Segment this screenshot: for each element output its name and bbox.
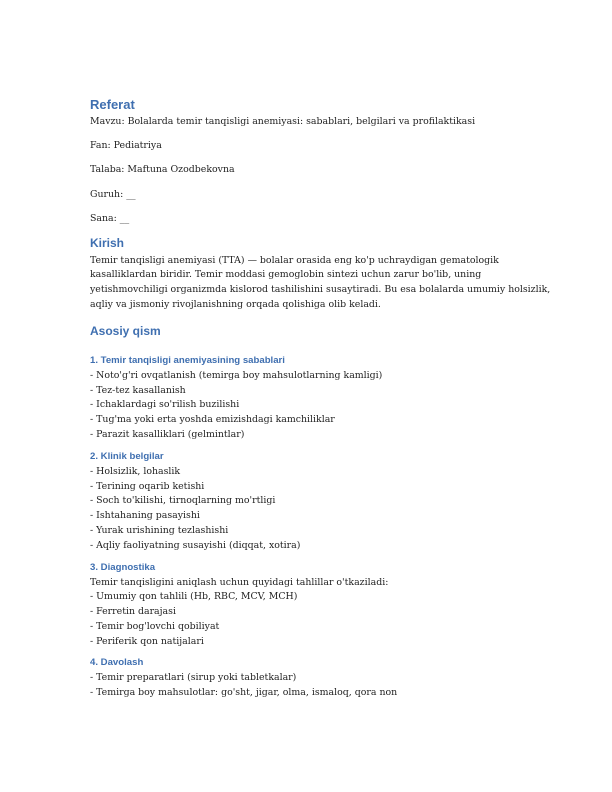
diagnostics-list bbox=[90, 590, 552, 649]
list-item: - Ferretin darajasi bbox=[90, 606, 176, 618]
diagnostics-intro: Temir tanqisligini aniqlash uchun quyidagi tahlillar o'tkaziladi: bbox=[90, 576, 389, 588]
list-item: - Periferik qon natijalari bbox=[90, 635, 204, 647]
treatment-list bbox=[90, 671, 552, 701]
list-item: - Holsizlik, lohaslik bbox=[90, 465, 181, 477]
list-item: - Yurak urishining tezlashishi bbox=[90, 524, 229, 536]
section-heading: 1. Temir tanqisligi anemiyasining sabablari bbox=[90, 354, 285, 366]
section-heading: 2. Klinik belgilar bbox=[90, 450, 164, 462]
list-item: - Tez-tez kasallanish bbox=[90, 384, 186, 396]
meta-subject: Fan: Pediatriya bbox=[90, 140, 162, 152]
intro-paragraph: Temir tanqisligi anemiyasi (TTA) — bolalar orasida eng ko'p uchraydigan gematologik kasalliklardan biridir. Temir moddasi gemoglobin sintezi uchun zarur bo'lib, uning yetishmovchiligi organizmda kislorod tashilishini susaytiradi. Bu esa bolalarda umumiy holsizlik, aqliy va jismoniy rivojlanishning orqada qolishiga olib keladi. bbox=[90, 254, 551, 310]
meta-student: Talaba: Maftuna Ozodbekovna bbox=[90, 164, 235, 176]
section-treatment bbox=[90, 656, 552, 701]
causes-list bbox=[90, 369, 552, 443]
main-heading: Asosiy qism bbox=[90, 323, 161, 338]
intro-heading: Kirish bbox=[90, 235, 125, 250]
section-heading: 4. Davolash bbox=[90, 657, 144, 669]
list-item: - Umumiy qon tahlili (Hb, RBC, MCV, MCH) bbox=[90, 591, 298, 603]
section-diagnostics bbox=[90, 561, 552, 650]
section-causes bbox=[90, 354, 552, 443]
list-item: - Aqliy faoliyatning susayishi (diqqat, xotira) bbox=[90, 539, 301, 551]
section-symptoms bbox=[90, 450, 552, 554]
meta-topic: Mavzu: Bolalarda temir tanqisligi anemiyasi: sabablari, belgilari va profilaktikasi bbox=[90, 116, 476, 127]
list-item: - Ichaklardagi so'rilish buzilishi bbox=[90, 399, 240, 411]
list-item: - Temir preparatlari (sirup yoki tabletkalar) bbox=[90, 672, 297, 684]
list-item: - Temirga boy mahsulotlar: go'sht, jigar, olma, ismaloq, qora non bbox=[90, 687, 398, 699]
meta-date: Sana: __ bbox=[90, 212, 130, 224]
list-item: - Noto'g'ri ovqatlanish (temirga boy mahsulotlarning kamligi) bbox=[90, 369, 383, 381]
list-item: - Soch to'kilishi, tirnoqlarning mo'rtligi bbox=[90, 495, 276, 507]
section-heading: 3. Diagnostika bbox=[90, 561, 156, 573]
list-item: - Tug'ma yoki erta yoshda emizishdagi kamchiliklar bbox=[90, 414, 335, 426]
list-item: - Terining oqarib ketishi bbox=[90, 480, 205, 492]
list-item: - Parazit kasalliklari (gelmintlar) bbox=[90, 428, 245, 440]
symptoms-list bbox=[90, 465, 552, 554]
meta-group: Guruh: __ bbox=[90, 188, 136, 200]
list-item: - Ishtahaning pasayishi bbox=[90, 510, 200, 522]
document-title: Referat bbox=[90, 97, 135, 112]
list-item: - Temir bog'lovchi qobiliyat bbox=[90, 620, 220, 632]
